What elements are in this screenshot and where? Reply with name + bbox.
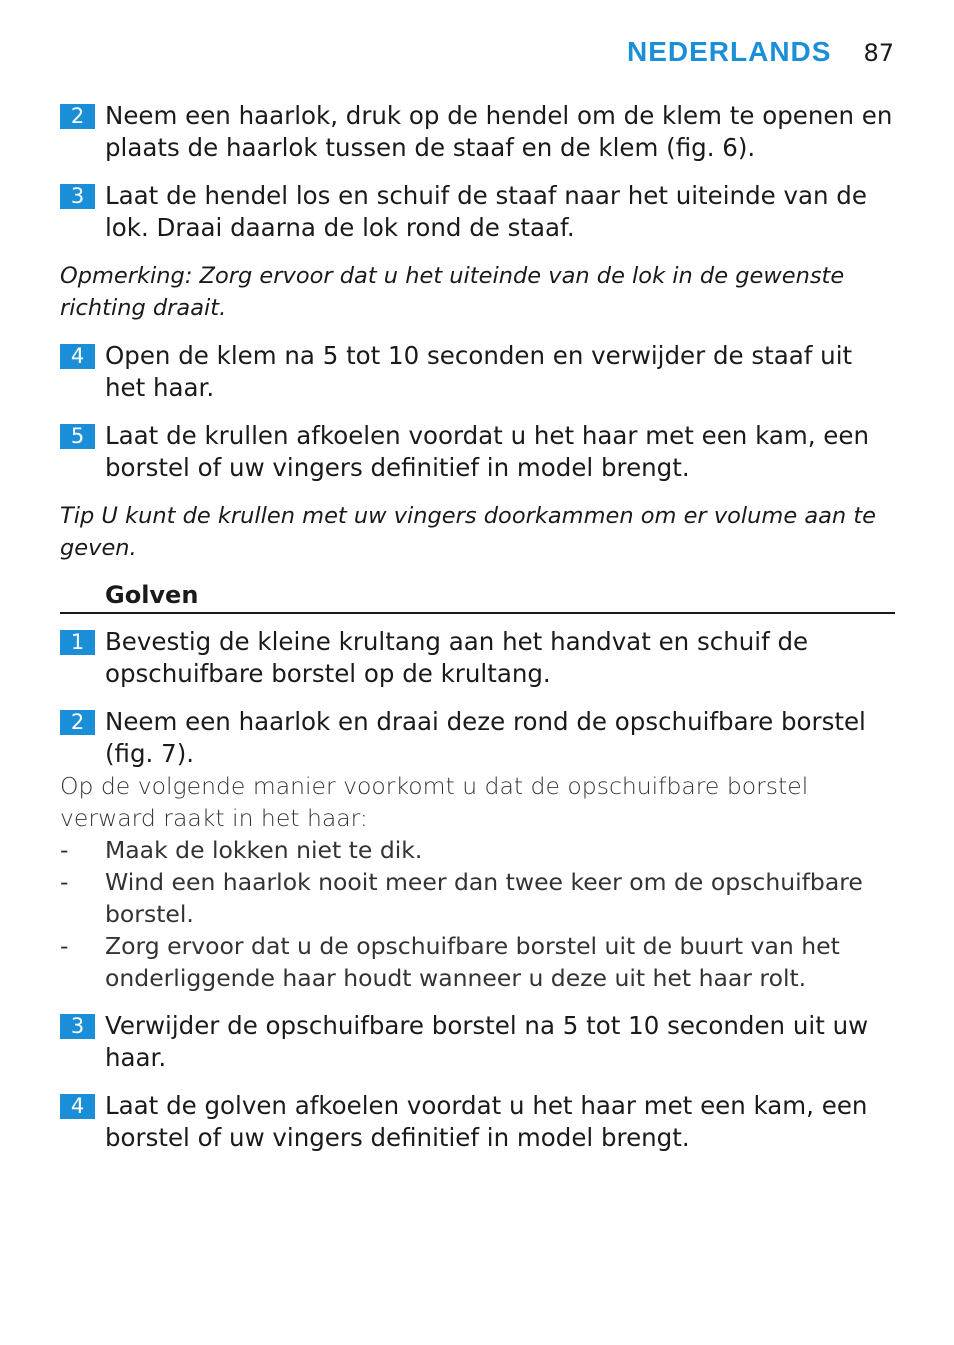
step-number-badge: 3 bbox=[60, 1014, 95, 1039]
bullet-text: Wind een haarlok nooit meer dan twee keer om de opschuifbare borstel. bbox=[105, 868, 863, 928]
intro-paragraph: Op de volgende manier voorkomt u dat de opschuifbare borstel verward raakt in het haar: bbox=[60, 772, 809, 832]
page-content bbox=[60, 100, 895, 1170]
step-text: Laat de hendel los en schuif de staaf naar het uiteinde van de lok. Draai daarna de lok rond de staaf. bbox=[105, 181, 867, 242]
step-text: Open de klem na 5 tot 10 seconden en verwijder de staaf uit het haar. bbox=[105, 341, 853, 402]
note-text: Opmerking: Zorg ervoor dat u het uiteinde van de lok in de gewenste richting draait. bbox=[60, 263, 845, 321]
bullet-list bbox=[60, 834, 895, 994]
step-number-badge: 3 bbox=[60, 184, 95, 209]
step-number-badge: 1 bbox=[60, 630, 95, 655]
bullet-text: Zorg ervoor dat u de opschuifbare borstel uit de buurt van het onderliggende haar houdt wanneer u deze uit het haar rolt. bbox=[105, 932, 840, 992]
step-item bbox=[60, 1090, 895, 1154]
step-number-badge: 2 bbox=[60, 104, 95, 129]
step-number-badge: 4 bbox=[60, 344, 95, 369]
step-text: Laat de krullen afkoelen voordat u het haar met een kam, een borstel of uw vingers definitief in model brengt. bbox=[105, 421, 869, 482]
step-text: Bevestig de kleine krultang aan het handvat en schuif de opschuifbare borstel op de krultang. bbox=[105, 627, 809, 688]
step-item bbox=[60, 180, 895, 244]
bullet-text: Maak de lokken niet te dik. bbox=[105, 836, 423, 864]
step-text: Verwijder de opschuifbare borstel na 5 tot 10 seconden uit uw haar. bbox=[105, 1011, 869, 1072]
step-text: Neem een haarlok en draai deze rond de opschuifbare borstel (fig. 7). bbox=[105, 707, 866, 768]
page-header bbox=[627, 36, 894, 68]
step-number-badge: 5 bbox=[60, 424, 95, 449]
step-item bbox=[60, 100, 895, 164]
section-heading: Golven bbox=[60, 580, 895, 614]
tip-text: Tip U kunt de krullen met uw vingers doorkammen om er volume aan te geven. bbox=[60, 503, 876, 561]
step-item bbox=[60, 340, 895, 404]
bullet-dash: - bbox=[60, 836, 69, 864]
step-item bbox=[60, 706, 895, 770]
step-item bbox=[60, 1010, 895, 1074]
bullet-item bbox=[60, 930, 895, 994]
step-text: Laat de golven afkoelen voordat u het haar met een kam, een borstel of uw vingers definitief in model brengt. bbox=[105, 1091, 868, 1152]
step-text: Neem een haarlok, druk op de hendel om de klem te openen en plaats de haarlok tussen de staaf en de klem (fig. 6). bbox=[105, 101, 893, 162]
step-number-badge: 2 bbox=[60, 710, 95, 735]
bullet-item bbox=[60, 834, 895, 866]
page-number: 87 bbox=[863, 39, 894, 67]
step-item bbox=[60, 626, 895, 690]
bullet-dash: - bbox=[60, 868, 69, 896]
bullet-item bbox=[60, 866, 895, 930]
language-heading: NEDERLANDS bbox=[626, 36, 832, 67]
bullet-dash: - bbox=[60, 932, 69, 960]
step-item bbox=[60, 420, 895, 484]
step-number-badge: 4 bbox=[60, 1094, 95, 1119]
